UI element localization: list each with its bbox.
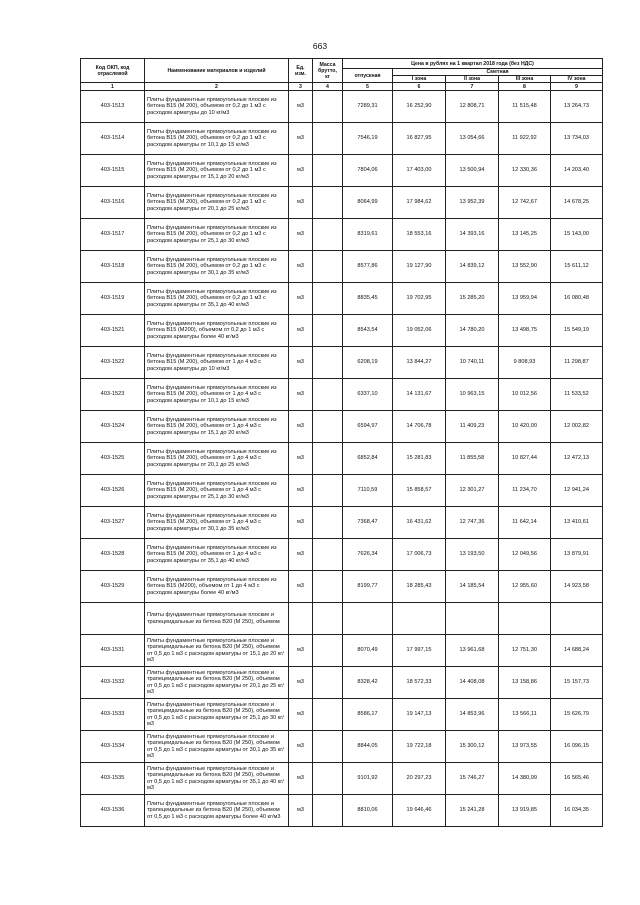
zone-4-price: 12 472,13 <box>551 443 603 475</box>
zone-3-price: 12 330,36 <box>499 155 551 187</box>
header-zone-4: IV зона <box>551 76 603 83</box>
zone-3-price: 12 742,67 <box>499 187 551 219</box>
item-name: Плиты фундаментные прямоугольные плоские и трапецеидальные из бетона В20 (М 250), объемом от 0,5 до 1 м3 с расходом арматуры от 25,1 до 30 кг/м3 <box>145 699 289 731</box>
zone-2-price: 10 740,11 <box>446 347 499 379</box>
item-mass <box>313 283 343 315</box>
item-unit: м3 <box>289 571 313 603</box>
zone-1-price: 19 147,13 <box>393 699 446 731</box>
release-price: 7289,31 <box>343 91 393 123</box>
table-row <box>81 91 603 123</box>
release-price: 8064,99 <box>343 187 393 219</box>
item-mass <box>313 667 343 699</box>
zone-1-price: 19 722,18 <box>393 731 446 763</box>
item-code: 403-1534 <box>81 731 145 763</box>
item-code: 403-1522 <box>81 347 145 379</box>
table-row <box>81 315 603 347</box>
item-code: 403-1532 <box>81 667 145 699</box>
zone-3-price: 12 049,56 <box>499 539 551 571</box>
item-code: 403-1517 <box>81 219 145 251</box>
item-unit: м3 <box>289 699 313 731</box>
table-row <box>81 123 603 155</box>
release-price: 8810,06 <box>343 795 393 827</box>
table-row <box>81 187 603 219</box>
zone-1-price: 17 997,15 <box>393 635 446 667</box>
item-name: Плиты фундаментные прямоугольные плоские из бетона В15 (М 200), объемом от 0,2 до 1 м3 с расходом арматуры от 30,1 до 35 кг/м3 <box>145 251 289 283</box>
item-code: 403-1527 <box>81 507 145 539</box>
zone-1-price: 17 984,62 <box>393 187 446 219</box>
column-number: 9 <box>551 83 603 91</box>
release-price: 6852,84 <box>343 443 393 475</box>
zone-4-price: 14 678,25 <box>551 187 603 219</box>
item-code: 403-1528 <box>81 539 145 571</box>
item-unit: м3 <box>289 411 313 443</box>
item-unit: м3 <box>289 443 313 475</box>
zone-2-price: 13 952,39 <box>446 187 499 219</box>
release-price: 8319,61 <box>343 219 393 251</box>
release-price: 8844,05 <box>343 731 393 763</box>
item-name: Плиты фундаментные прямоугольные плоские из бетона В15 (М 200), объемом от 0,2 до 1 м3 с расходом арматуры от 20,1 до 25 кг/м3 <box>145 187 289 219</box>
item-name: Плиты фундаментные прямоугольные плоские из бетона В15 (М200), объемом от 0,2 до 1 м3 с расходом арматуры более 40 кг/м3 <box>145 315 289 347</box>
table-row <box>81 379 603 411</box>
zone-2-price: 15 300,12 <box>446 731 499 763</box>
item-name: Плиты фундаментные прямоугольные плоские из бетона В15 (М 200), объемом от 1 до 4 м3 с расходом арматуры от 35,1 до 40 кг/м3 <box>145 539 289 571</box>
item-code: 403-1535 <box>81 763 145 795</box>
zone-3-price: 10 827,44 <box>499 443 551 475</box>
release-price: 7110,59 <box>343 475 393 507</box>
item-name: Плиты фундаментные прямоугольные плоские из бетона В15 (М 200), объемом от 1 до 4 м3 с расходом арматуры до 10 кг/м3 <box>145 347 289 379</box>
zone-1-price: 19 127,90 <box>393 251 446 283</box>
table-row <box>81 571 603 603</box>
release-price: 6208,19 <box>343 347 393 379</box>
zone-2-price: 14 839,12 <box>446 251 499 283</box>
zone-3-price: 14 380,99 <box>499 763 551 795</box>
item-name: Плиты фундаментные прямоугольные плоские из бетона В15 (М 200), объемом от 0,2 до 1 м3 с расходом арматуры от 10,1 до 15 кг/м3 <box>145 123 289 155</box>
zone-4-price: 13 879,91 <box>551 539 603 571</box>
table-row <box>81 667 603 699</box>
item-unit: м3 <box>289 379 313 411</box>
zone-1-price: 17 006,73 <box>393 539 446 571</box>
item-name: Плиты фундаментные прямоугольные плоские из бетона В15 (М 200), объемом от 0,2 до 1 м3 с расходом арматуры от 35,1 до 40 кг/м3 <box>145 283 289 315</box>
table-row <box>81 795 603 827</box>
column-number: 2 <box>145 83 289 91</box>
zone-4-price: 16 034,35 <box>551 795 603 827</box>
zone-1-price: 17 403,00 <box>393 155 446 187</box>
item-unit: м3 <box>289 635 313 667</box>
table-row <box>81 475 603 507</box>
zone-3-price: 11 515,48 <box>499 91 551 123</box>
header-mass: Масса брутто, кг <box>313 59 343 83</box>
zone-2-price <box>446 603 499 635</box>
zone-1-price: 19 052,06 <box>393 315 446 347</box>
zone-1-price: 15 858,57 <box>393 475 446 507</box>
header-code: Код ОКП, код отраслевой <box>81 59 145 83</box>
item-code: 403-1523 <box>81 379 145 411</box>
item-mass <box>313 219 343 251</box>
item-mass <box>313 315 343 347</box>
item-name: Плиты фундаментные прямоугольные плоские из бетона В15 (М 200), объемом от 1 до 4 м3 с расходом арматуры от 10,1 до 15 кг/м3 <box>145 379 289 411</box>
column-number: 4 <box>313 83 343 91</box>
zone-2-price: 15 746,27 <box>446 763 499 795</box>
zone-4-price: 12 941,24 <box>551 475 603 507</box>
zone-2-price: 14 780,20 <box>446 315 499 347</box>
release-price: 8199,77 <box>343 571 393 603</box>
item-unit: м3 <box>289 187 313 219</box>
zone-4-price: 14 688,24 <box>551 635 603 667</box>
zone-3-price: 13 145,25 <box>499 219 551 251</box>
zone-4-price: 16 565,46 <box>551 763 603 795</box>
zone-3-price: 13 959,94 <box>499 283 551 315</box>
item-name: Плиты фундаментные прямоугольные плоские и трапецеидальные из бетона В20 (М 250), объемом от 0,5 до 1 м3 с расходом арматуры от 35,1 до 40 кг/м3 <box>145 763 289 795</box>
header-zone-1: I зона <box>393 76 446 83</box>
table-row <box>81 443 603 475</box>
zone-1-price: 19 702,95 <box>393 283 446 315</box>
item-unit: м3 <box>289 539 313 571</box>
column-number: 3 <box>289 83 313 91</box>
zone-3-price: 13 566,11 <box>499 699 551 731</box>
item-unit: м3 <box>289 283 313 315</box>
item-mass <box>313 507 343 539</box>
item-unit: м3 <box>289 251 313 283</box>
item-code: 403-1513 <box>81 91 145 123</box>
zone-4-price: 15 611,12 <box>551 251 603 283</box>
item-mass <box>313 699 343 731</box>
zone-3-price: 13 158,86 <box>499 667 551 699</box>
table-row <box>81 603 603 635</box>
item-code: 403-1536 <box>81 795 145 827</box>
item-unit: м3 <box>289 123 313 155</box>
price-table <box>80 58 603 827</box>
zone-3-price: 13 498,75 <box>499 315 551 347</box>
item-name: Плиты фундаментные прямоугольные плоские из бетона В15 (М 200), объемом от 1 до 4 м3 с расходом арматуры от 25,1 до 30 кг/м3 <box>145 475 289 507</box>
table-row <box>81 347 603 379</box>
table-row <box>81 731 603 763</box>
item-name: Плиты фундаментные прямоугольные плоские из бетона В15 (М 200), объемом от 1 до 4 м3 с расходом арматуры от 20,1 до 25 кг/м3 <box>145 443 289 475</box>
header-zone-2: II зона <box>446 76 499 83</box>
item-mass <box>313 571 343 603</box>
item-name: Плиты фундаментные прямоугольные плоские из бетона В15 (М 200), объемом от 1 до 4 м3 с расходом арматуры от 15,1 до 20 кг/м3 <box>145 411 289 443</box>
zone-3-price: 11 922,92 <box>499 123 551 155</box>
zone-2-price: 11 409,23 <box>446 411 499 443</box>
table-row <box>81 507 603 539</box>
item-code: 403-1525 <box>81 443 145 475</box>
item-name: Плиты фундаментные прямоугольные плоские из бетона В15 (М 200), объемом от 0,2 до 1 м3 с расходом арматуры от 25,1 до 30 кг/м3 <box>145 219 289 251</box>
item-mass <box>313 795 343 827</box>
zone-1-price: 13 844,27 <box>393 347 446 379</box>
item-mass <box>313 731 343 763</box>
zone-2-price: 14 185,54 <box>446 571 499 603</box>
item-mass <box>313 475 343 507</box>
zone-3-price: 10 420,00 <box>499 411 551 443</box>
zone-4-price: 15 143,00 <box>551 219 603 251</box>
item-unit: м3 <box>289 763 313 795</box>
zone-2-price: 14 853,96 <box>446 699 499 731</box>
item-unit: м3 <box>289 155 313 187</box>
item-code: 403-1529 <box>81 571 145 603</box>
zone-2-price: 15 241,28 <box>446 795 499 827</box>
zone-2-price: 12 747,36 <box>446 507 499 539</box>
item-unit: м3 <box>289 219 313 251</box>
table-row <box>81 219 603 251</box>
item-mass <box>313 347 343 379</box>
item-unit: м3 <box>289 315 313 347</box>
release-price: 7546,19 <box>343 123 393 155</box>
release-price: 9101,92 <box>343 763 393 795</box>
zone-3-price: 11 642,14 <box>499 507 551 539</box>
zone-1-price: 15 281,83 <box>393 443 446 475</box>
page-number: 663 <box>312 41 328 51</box>
item-mass <box>313 379 343 411</box>
zone-2-price: 10 963,15 <box>446 379 499 411</box>
release-price: 8577,86 <box>343 251 393 283</box>
zone-1-price: 16 827,95 <box>393 123 446 155</box>
zone-2-price: 15 285,20 <box>446 283 499 315</box>
zone-3-price: 13 973,55 <box>499 731 551 763</box>
zone-3-price: 9 808,93 <box>499 347 551 379</box>
zone-3-price: 13 552,90 <box>499 251 551 283</box>
zone-1-price: 19 646,46 <box>393 795 446 827</box>
zone-4-price: 12 002,82 <box>551 411 603 443</box>
zone-2-price: 14 393,16 <box>446 219 499 251</box>
item-mass <box>313 635 343 667</box>
item-unit: м3 <box>289 507 313 539</box>
column-number: 8 <box>499 83 551 91</box>
zone-4-price: 11 298,87 <box>551 347 603 379</box>
table-row <box>81 155 603 187</box>
header-release: отпускная <box>343 69 393 83</box>
item-unit: м3 <box>289 91 313 123</box>
table-row <box>81 539 603 571</box>
table-body <box>81 91 603 827</box>
item-code: 403-1524 <box>81 411 145 443</box>
item-unit: м3 <box>289 667 313 699</box>
item-code: 403-1518 <box>81 251 145 283</box>
zone-2-price: 12 808,71 <box>446 91 499 123</box>
item-unit: м3 <box>289 731 313 763</box>
item-name: Плиты фундаментные прямоугольные плоские из бетона В15 (М 200), объемом от 0,2 до 1 м3 с расходом арматуры от 15,1 до 20 кг/м3 <box>145 155 289 187</box>
zone-1-price: 18 285,43 <box>393 571 446 603</box>
table-row <box>81 411 603 443</box>
zone-1-price: 14 131,67 <box>393 379 446 411</box>
item-name: Плиты фундаментные прямоугольные плоские и трапецеидальные из бетона В20 (М 250), объемом от 0,5 до 1 м3 с расходом арматуры более 40 кг/м3 <box>145 795 289 827</box>
zone-4-price: 15 549,19 <box>551 315 603 347</box>
item-mass <box>313 251 343 283</box>
release-price: 8543,54 <box>343 315 393 347</box>
item-name: Плиты фундаментные прямоугольные плоские и трапецеидальные из бетона В20 (М 250), объемом <box>145 603 289 635</box>
table-row <box>81 283 603 315</box>
zone-4-price: 11 533,52 <box>551 379 603 411</box>
column-number: 6 <box>393 83 446 91</box>
item-mass <box>313 91 343 123</box>
zone-4-price: 14 203,40 <box>551 155 603 187</box>
item-name: Плиты фундаментные прямоугольные плоские и трапецеидальные из бетона В20 (М 250), объемом от 0,5 до 1 м3 с расходом арматуры от 30,1 до 35 кг/м3 <box>145 731 289 763</box>
zone-2-price: 13 193,50 <box>446 539 499 571</box>
zone-4-price: 16 080,48 <box>551 283 603 315</box>
zone-1-price: 16 431,62 <box>393 507 446 539</box>
item-mass <box>313 443 343 475</box>
item-mass <box>313 411 343 443</box>
table-row <box>81 635 603 667</box>
release-price: 6594,97 <box>343 411 393 443</box>
zone-1-price: 18 553,16 <box>393 219 446 251</box>
item-unit: м3 <box>289 475 313 507</box>
item-name: Плиты фундаментные прямоугольные плоские и трапецеидальные из бетона В20 (М 250), объемом от 0,5 до 1 м3 с расходом арматуры от 20,1 до 25 кг/м3 <box>145 667 289 699</box>
column-number: 5 <box>343 83 393 91</box>
zone-3-price: 12 751,30 <box>499 635 551 667</box>
release-price: 8835,45 <box>343 283 393 315</box>
zone-2-price: 14 408,08 <box>446 667 499 699</box>
item-code: 403-1519 <box>81 283 145 315</box>
zone-1-price: 14 706,78 <box>393 411 446 443</box>
release-price: 8070,49 <box>343 635 393 667</box>
zone-2-price: 13 961,68 <box>446 635 499 667</box>
zone-1-price: 18 572,33 <box>393 667 446 699</box>
zone-2-price: 11 855,58 <box>446 443 499 475</box>
table-header <box>81 59 603 91</box>
item-mass <box>313 155 343 187</box>
item-code: 403-1526 <box>81 475 145 507</box>
zone-1-price <box>393 603 446 635</box>
header-price-group: Цена в рублях на 1 квартал 2018 года (без НДС) <box>343 59 603 69</box>
item-code: 403-1516 <box>81 187 145 219</box>
zone-2-price: 13 054,66 <box>446 123 499 155</box>
item-unit: м3 <box>289 795 313 827</box>
item-code: 403-1515 <box>81 155 145 187</box>
item-mass <box>313 539 343 571</box>
release-price: 7626,34 <box>343 539 393 571</box>
item-name: Плиты фундаментные прямоугольные плоские из бетона В15 (М 200), объемом от 1 до 4 м3 с расходом арматуры от 30,1 до 35 кг/м3 <box>145 507 289 539</box>
zone-1-price: 16 252,90 <box>393 91 446 123</box>
zone-4-price: 13 734,03 <box>551 123 603 155</box>
zone-4-price: 15 157,73 <box>551 667 603 699</box>
release-price: 7804,06 <box>343 155 393 187</box>
header-unit: Ед. изм. <box>289 59 313 83</box>
zone-3-price: 10 012,56 <box>499 379 551 411</box>
item-name: Плиты фундаментные прямоугольные плоские и трапецеидальные из бетона В20 (М 250), объемом от 0,5 до 1 м3 с расходом арматуры от 15,1 до 20 кг/м3 <box>145 635 289 667</box>
table-row <box>81 251 603 283</box>
zone-4-price: 15 626,79 <box>551 699 603 731</box>
item-code: 403-1514 <box>81 123 145 155</box>
zone-4-price <box>551 603 603 635</box>
zone-4-price: 14 923,58 <box>551 571 603 603</box>
zone-4-price: 13 264,73 <box>551 91 603 123</box>
zone-3-price: 11 234,70 <box>499 475 551 507</box>
item-unit <box>289 603 313 635</box>
column-number: 7 <box>446 83 499 91</box>
release-price: 6337,10 <box>343 379 393 411</box>
release-price <box>343 603 393 635</box>
item-mass <box>313 763 343 795</box>
header-zone-3: III зона <box>499 76 551 83</box>
header-estimate: Сметная <box>393 69 603 76</box>
item-code <box>81 603 145 635</box>
zone-3-price <box>499 603 551 635</box>
item-unit: м3 <box>289 347 313 379</box>
zone-1-price: 20 297,23 <box>393 763 446 795</box>
zone-3-price: 12 955,60 <box>499 571 551 603</box>
item-code: 403-1531 <box>81 635 145 667</box>
release-price: 8328,42 <box>343 667 393 699</box>
item-mass <box>313 603 343 635</box>
item-name: Плиты фундаментные прямоугольные плоские из бетона В15 (М200), объемом от 1 до 4 м3 с расходом арматуры более 40 кг/м3 <box>145 571 289 603</box>
zone-4-price: 13 410,61 <box>551 507 603 539</box>
release-price: 7368,47 <box>343 507 393 539</box>
zone-2-price: 13 500,94 <box>446 155 499 187</box>
release-price: 8586,17 <box>343 699 393 731</box>
item-mass <box>313 123 343 155</box>
column-number: 1 <box>81 83 145 91</box>
table-row <box>81 699 603 731</box>
item-code: 403-1533 <box>81 699 145 731</box>
item-code: 403-1521 <box>81 315 145 347</box>
zone-3-price: 13 919,85 <box>499 795 551 827</box>
header-name: Наименование материалов и изделий <box>145 59 289 83</box>
zone-4-price: 16 096,15 <box>551 731 603 763</box>
item-mass <box>313 187 343 219</box>
item-name: Плиты фундаментные прямоугольные плоские из бетона В15 (М 200), объемом от 0,2 до 1 м3 с расходом арматуры до 10 кг/м3 <box>145 91 289 123</box>
zone-2-price: 12 301,27 <box>446 475 499 507</box>
table-row <box>81 763 603 795</box>
